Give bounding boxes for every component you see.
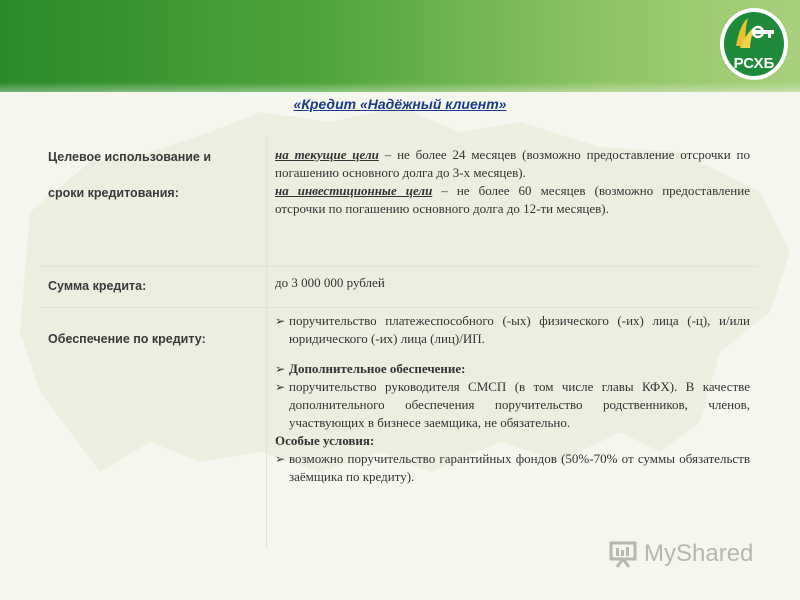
current-goals-em: на текущие цели — [275, 147, 379, 162]
current-goals-paragraph — [275, 146, 750, 182]
purpose-label — [38, 148, 260, 202]
row-amount — [38, 267, 758, 308]
invest-goals-em: на инвестиционные цели — [275, 183, 433, 198]
watermark-text: MyShared — [644, 540, 754, 567]
invest-goals-text: – не более 60 месяцев (возможно предоставление отсрочки по погашению основного долга до 12-ти месяцев). — [275, 183, 750, 216]
purpose-label-line2: сроки кредитования: — [48, 186, 179, 200]
collateral-bullet3: возможно поручительство гарантийных фондов (50%-70% от суммы обязательств заёмщика по кредиту). — [289, 451, 750, 484]
list-item — [275, 450, 750, 486]
page-title: «Кредит «Надёжный клиент» — [293, 96, 507, 112]
list-item — [275, 378, 750, 432]
row-collateral — [38, 308, 758, 548]
amount-value: до 3 000 000 рублей — [266, 267, 758, 307]
arrow-bullet-icon: ➢ — [275, 314, 286, 328]
list-item — [275, 312, 750, 348]
special-heading: Особые условия: — [275, 433, 375, 448]
purpose-label-line1: Целевое использование и — [48, 150, 212, 164]
collateral-bullet2: поручительство руководителя СМСП (в том числе главы КФХ). В качестве дополнительного обеспечения поручительство родственников, членов, участвующих в бизнесе заемщика, не обязательно. — [289, 379, 750, 430]
header-band — [0, 0, 800, 92]
collateral-value — [266, 308, 758, 548]
myshared-watermark — [608, 536, 768, 572]
row-purpose — [38, 134, 758, 267]
amount-label: Сумма кредита: — [48, 279, 147, 293]
bank-logo — [718, 6, 790, 82]
logo-text: РСХБ — [733, 55, 775, 72]
collateral-bullet1: поручительство платежеспособного (-ых) физического (-их) лица (-ц), и/или юридического (-их) лица (лиц)/ИП. — [289, 313, 750, 346]
arrow-bullet-icon: ➢ — [275, 362, 286, 376]
collateral-label: Обеспечение по кредиту: — [48, 332, 206, 346]
list-item — [275, 360, 750, 378]
arrow-bullet-icon: ➢ — [275, 452, 286, 466]
current-goals-text: – не более 24 месяцев (возможно предоставление отсрочки по погашению основного долга до 3-х месяцев). — [275, 147, 750, 180]
terms-table — [38, 134, 758, 548]
purpose-value — [266, 134, 758, 266]
arrow-bullet-icon: ➢ — [275, 380, 286, 394]
invest-goals-paragraph — [275, 182, 750, 218]
presentation-board-icon — [608, 539, 638, 569]
additional-heading: Дополнительное обеспечение: — [289, 361, 466, 376]
